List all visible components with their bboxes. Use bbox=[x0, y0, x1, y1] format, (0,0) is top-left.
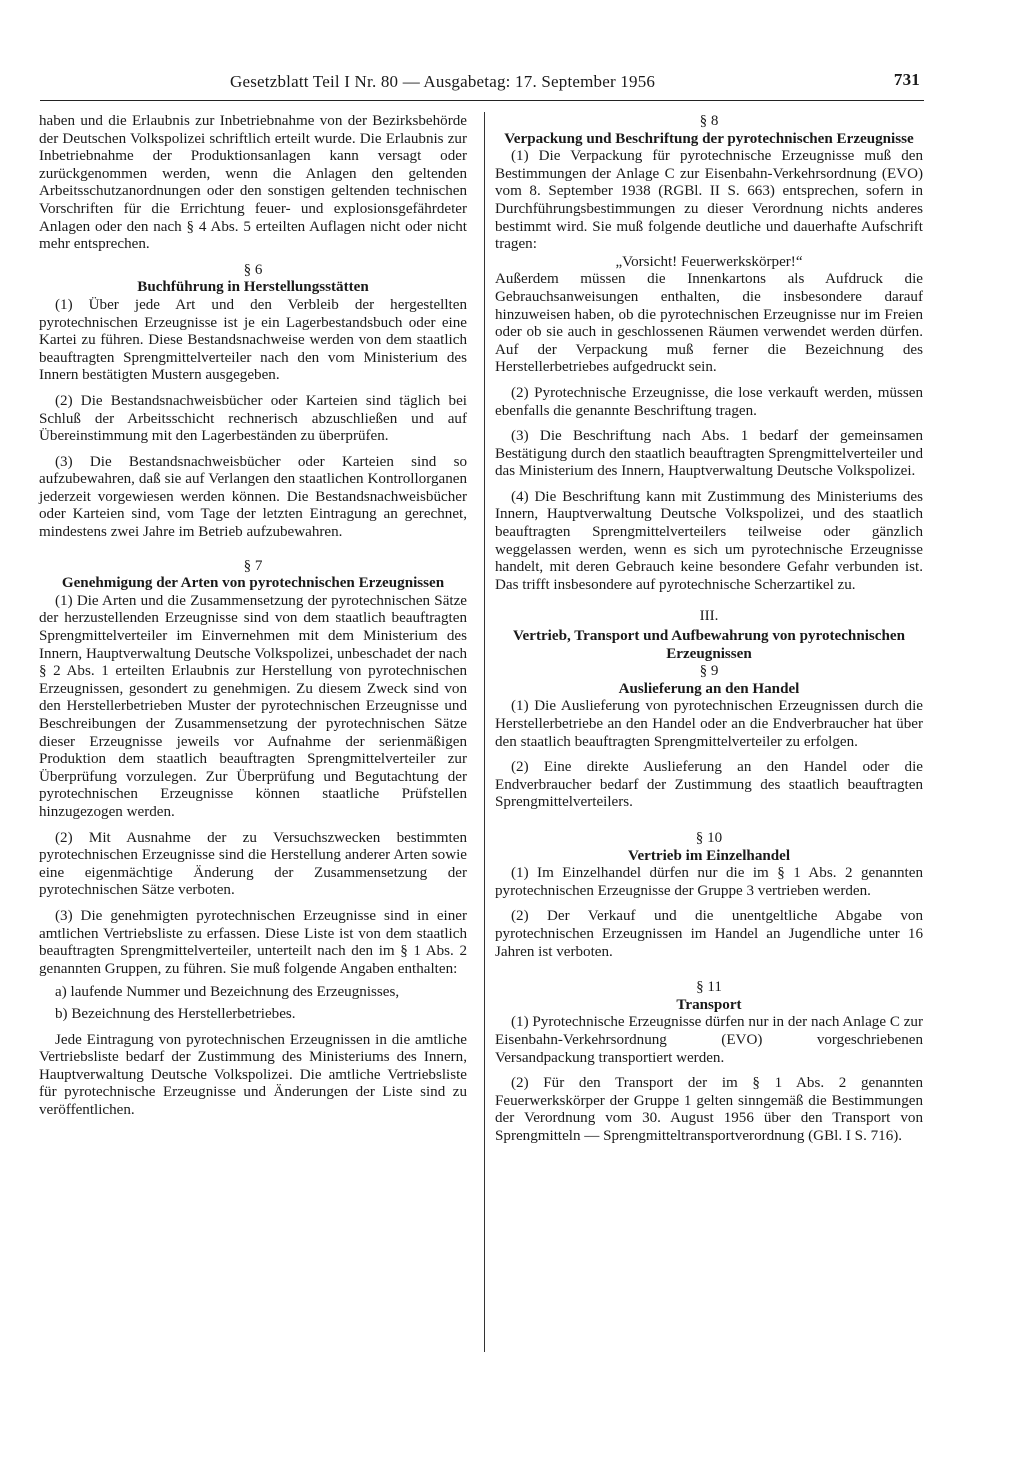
left-column bbox=[39, 113, 467, 1119]
section-11-number: § 11 bbox=[696, 979, 722, 996]
continued-paragraph: haben und die Erlaubnis zur Inbetriebnahme von der Bezirksbehörde der Deutschen Volkspolizei schriftlich erteilt wurde. Die Erlaubnis zur Inbetriebnahme der Produktionsanlagen kann versagt oder zurückgenommen werden, wenn die Anlagen den geltenden Arbeitsschutzanordnungen oder den sonstigen geltenden technischen Vorschriften für die Errichtung feuer- und explosionsgefährdeter Anlagen oder den nach § 4 Abs. 5 erteilten Auflagen nicht oder nicht mehr entsprechen. bbox=[39, 113, 467, 253]
section-8-quote: „Vorsicht! Feuerwerkskörper!“ bbox=[615, 253, 803, 270]
section-10-title: Vertrieb im Einzelhandel bbox=[627, 847, 791, 864]
section-9-title: Auslieferung an den Handel bbox=[618, 680, 800, 697]
section-6-number: § 6 bbox=[243, 261, 263, 278]
section-8-paragraph-4: (4) Die Beschriftung kann mit Zustimmung des Ministeriums des Innern, Hauptverwaltung Deutsche Volkspolizei, und des staatlich beauftragten Sprengmittelverteilers teilweise oder gänzlich weggelassen werden, wenn es sich um pyrotechnische Erzeugnisse handelt, mit deren Gebrauch keine besondere Gefahr verbunden ist. Das trifft insbesondere auf pyrotechnische Scherzartikel zu. bbox=[495, 488, 923, 593]
part-title: Vertrieb, Transport und Aufbewahrung von pyrotechnischen Erzeugnissen bbox=[513, 628, 905, 662]
section-8-number: § 8 bbox=[699, 113, 719, 129]
section-6-paragraph-3: (3) Die Bestandsnachweisbücher oder Karteien sind so aufzubewahren, daß sie auf Verlangen den staatlichen Kontrollorganen jederzeit vorgewiesen werden können. Die Bestandsnachweisbücher oder Karteien sind, vom Tage der letzten Eintragung an gerechnet, mindestens zwei Jahre im Betrieb aufzubewahren. bbox=[39, 453, 467, 541]
part-number: III. bbox=[699, 608, 719, 625]
section-7-paragraph-2: (2) Mit Ausnahme der zu Versuchszwecken bestimmten pyrotechnischen Erzeugnisse sind die Herstellung anderer Arten sowie eine eigenmächtige Änderung der Zusammensetzung der pyrotechnischen Sätze verboten. bbox=[39, 829, 467, 899]
section-7-paragraph-3: (3) Die genehmigten pyrotechnischen Erzeugnisse sind in einer amtlichen Vertriebsliste zu erfassen. Diese Liste ist von dem staatlich beauftragten Sprengmittelverteiler, unterteilt nach den im § 1 Abs. 2 genannten Gruppen, zu führen. Sie muß folgende Angaben enthalten: bbox=[39, 907, 467, 977]
section-6-title: Buchführung in Herstellungsstätten bbox=[137, 279, 369, 296]
right-column bbox=[495, 113, 923, 1145]
section-6-paragraph-1: (1) Über jede Art und den Verbleib der hergestellten pyrotechnischen Erzeugnisse ist je ein Lagerbestandsbuch oder eine Kartei zu führen. Diese Bestandsnachweise werden von dem staatlich beauftragten Sprengmittelverteiler nach den vom Ministerium des Innern bestätigten Mustern ausgegeben. bbox=[39, 296, 467, 384]
page-header bbox=[40, 68, 924, 98]
section-8-paragraph-3: (3) Die Beschriftung nach Abs. 1 bedarf der gemeinsamen Bestätigung durch den staatlich beauftragten Sprengmittelverteiler und das Ministerium des Innern, Hauptverwaltung Deutsche Volkspolizei. bbox=[495, 428, 923, 480]
section-9-paragraph-1: (1) Die Auslieferung von pyrotechnischen Erzeugnissen durch die Herstellerbetriebe an den Handel oder an die Endverbraucher hat über den staatlich beauftragten Sprengmittelverteiler zu erfolgen. bbox=[495, 698, 923, 750]
section-7-paragraph-4: Jede Eintragung von pyrotechnischen Erzeugnissen in die amtliche Vertriebsliste bedarf der Zustimmung des Ministeriums des Innern, Hauptverwaltung Deutsche Volkspolizei. Die amtliche Vertriebsliste für pyrotechnische Erzeugnisse und Änderungen der Liste sind zu veröffentlichen. bbox=[39, 1031, 467, 1118]
section-9-paragraph-2: (2) Eine direkte Auslieferung an den Handel oder die Endverbraucher bedarf der Zustimmung des staatlich beauftragten Sprengmittelverteilers. bbox=[495, 759, 923, 811]
header-rule bbox=[40, 100, 924, 101]
section-11-title: Transport bbox=[676, 996, 742, 1013]
section-8-paragraph-2: (2) Pyrotechnische Erzeugnisse, die lose verkauft werden, müssen ebenfalls die genannte Beschriftung tragen. bbox=[495, 384, 923, 419]
section-8-title: Verpackung und Beschriftung der pyrotechnischen Erzeugnisse bbox=[504, 130, 914, 147]
section-6-paragraph-2: (2) Die Bestandsnachweisbücher oder Karteien sind täglich bei Schluß der Arbeitsschicht rechnerisch abzuschließen und auf Übereinstimmung mit den Lagerbeständen zu überprüfen. bbox=[39, 392, 467, 445]
section-7-paragraph-1: (1) Die Arten und die Zusammensetzung der pyrotechnischen Sätze der herzustellenden Erzeugnisse sind von dem staatlich beauftragten Sprengmittelverteiler im Einvernehmen mit dem Ministerium des Innern, Hauptverwaltung Deutsche Volkspolizei, unbeschadet der nach § 2 Abs. 1 erteilten Erlaubnis zur Herstellung von pyrotechnischen Erzeugnissen, gesondert zu genehmigen. Zu diesem Zweck sind von den Herstellerbetrieben Muster der pyrotechnischen Erzeugnisse und Beschreibungen der Zusammensetzung der pyrotechnischen Sätze dieser Erzeugnisse jeweils vor Aufnahme der serienmäßigen Produktion dem staatlich beauftragten Sprengmittelverteiler zur Überprüfung vorzulegen. Zur Überprüfung und Begutachtung der pyrotechnischen Erzeugnisse können staatliche Prüfstellen hinzugezogen werden. bbox=[39, 592, 467, 820]
column-divider bbox=[484, 112, 485, 1352]
section-10-paragraph-2: (2) Der Verkauf und die unentgeltliche Abgabe von pyrotechnischen Erzeugnissen im Handel an Jugendliche unter 16 Jahren ist verboten. bbox=[495, 908, 923, 960]
section-11-paragraph-2: (2) Für den Transport der im § 1 Abs. 2 genannten Feuerwerkskörper der Gruppe 1 gelten sinngemäß die Bestimmungen der Verordnung vom 30. August 1956 über den Transport von Sprengmitteln — Sprengmitteltransportverordnung (GBl. I S. 716). bbox=[495, 1075, 923, 1144]
section-9-number: § 9 bbox=[699, 663, 719, 680]
section-10-number: § 10 bbox=[695, 829, 723, 846]
section-7-number: § 7 bbox=[243, 557, 263, 574]
page-number: 731 bbox=[893, 70, 920, 89]
section-10-paragraph-1: (1) Im Einzelhandel dürfen nur die im § 1 Abs. 2 genannten pyrotechnischen Erzeugnisse der Gruppe 3 vertrieben werden. bbox=[495, 865, 923, 899]
section-8-paragraph-1: (1) Die Verpackung für pyrotechnische Erzeugnisse muß den Bestimmungen der Anlage C zur Eisenbahn-Verkehrsordnung (EVO) vom 8. September 1938 (RGBl. II S. 663) entsprechen, sofern in Durchführungsbestimmungen zu dieser Verordnung nichts anderes bestimmt wird. Sie muß folgende deutliche und dauerhafte Aufschrift tragen: bbox=[495, 148, 923, 253]
section-11-paragraph-1: (1) Pyrotechnische Erzeugnisse dürfen nur in der nach Anlage C zur Eisenbahn-Verkehrsordnung (EVO) vorgeschriebenen Versandpackung transportiert werden. bbox=[495, 1014, 923, 1066]
section-7-title: Genehmigung der Arten von pyrotechnischen Erzeugnissen bbox=[61, 575, 445, 592]
section-8-paragraph-1b: Außerdem müssen die Innenkartons als Aufdruck die Gebrauchsanweisungen enthalten, die insbesondere darauf hinzuweisen haben, ob die pyrotechnischen Erzeugnisse nur im Freien oder ob sie auch in geschlossenen Räumen verwendet werden dürfen. Auf der Verpackung muß ferner die Bezeichnung des Herstellerbetriebes aufgedruckt sein. bbox=[495, 271, 923, 376]
list-item-a: a) laufende Nummer und Bezeichnung des Erzeugnisses, bbox=[55, 984, 400, 1001]
header-title: Gesetzblatt Teil I Nr. 80 — Ausgabetag: 17. September 1956 bbox=[230, 72, 656, 91]
list-item-b: b) Bezeichnung des Herstellerbetriebes. bbox=[55, 1005, 296, 1022]
